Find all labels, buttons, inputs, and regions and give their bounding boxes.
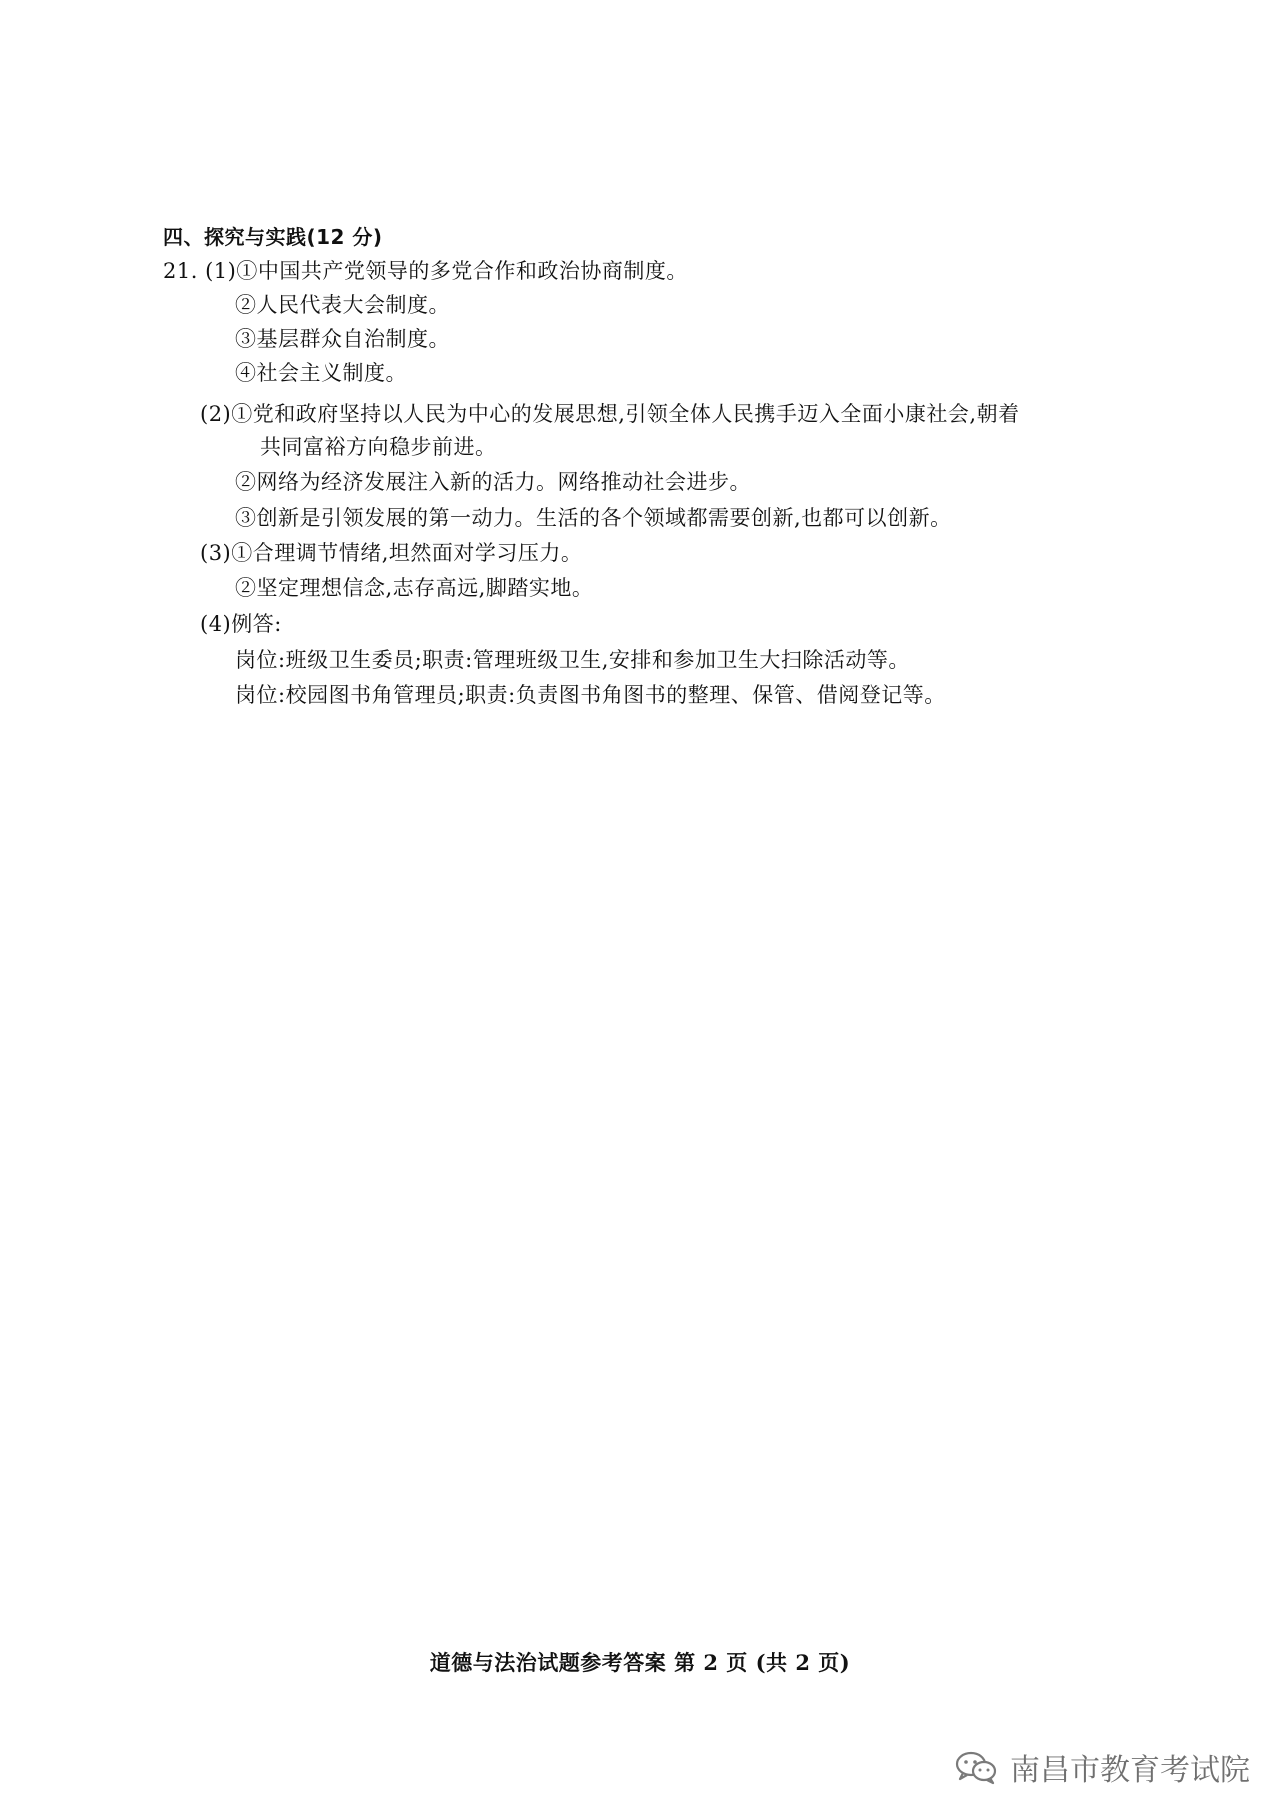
answer-text: ①党和政府坚持以人民为中心的发展思想,引领全体人民携手迈入全面小康社会,朝着 xyxy=(231,402,1020,426)
answer-text: ②坚定理想信念,志存高远,脚踏实地。 xyxy=(235,576,594,600)
page-footer: 道德与法治试题参考答案 第 2 页 (共 2 页) xyxy=(429,1650,851,1675)
watermark xyxy=(954,1745,1250,1789)
wechat-icon xyxy=(954,1749,998,1785)
part-label: (2) xyxy=(200,402,232,426)
question-21-part-4-line-1 xyxy=(200,609,282,639)
answer-text: 岗位:校园图书角管理员;职责:负责图书角图书的整理、保管、借阅登记等。 xyxy=(235,683,946,707)
part-label: (1) xyxy=(205,259,237,283)
answer-text: 岗位:班级卫生委员;职责:管理班级卫生,安排和参加卫生大扫除活动等。 xyxy=(235,648,910,672)
part-label: (3) xyxy=(200,541,232,565)
answer-text: ③创新是引领发展的第一动力。生活的各个领域都需要创新,也都可以创新。 xyxy=(235,506,952,530)
answer-text: ②人民代表大会制度。 xyxy=(235,293,450,317)
answer-text: ①合理调节情绪,坦然面对学习压力。 xyxy=(231,541,583,565)
answer-text: ②网络为经济发展注入新的活力。网络推动社会进步。 xyxy=(235,470,751,494)
question-21-part-3-line-1 xyxy=(200,538,582,568)
question-21-part-1-line-1 xyxy=(163,256,688,286)
answer-text: 例答: xyxy=(231,612,282,636)
watermark-text: 南昌市教育考试院 xyxy=(1010,1753,1250,1788)
part-label: (4) xyxy=(200,612,232,636)
answer-text: ④社会主义制度。 xyxy=(235,361,407,385)
question-number: 21. xyxy=(163,259,198,283)
section-title: 四、探究与实践(12 分) xyxy=(163,225,383,249)
answer-text: ①中国共产党领导的多党合作和政治协商制度。 xyxy=(236,259,688,283)
answer-text: ③基层群众自治制度。 xyxy=(235,327,450,351)
question-21-part-2-line-1 xyxy=(200,399,1020,429)
answer-text: 共同富裕方向稳步前进。 xyxy=(260,435,497,459)
